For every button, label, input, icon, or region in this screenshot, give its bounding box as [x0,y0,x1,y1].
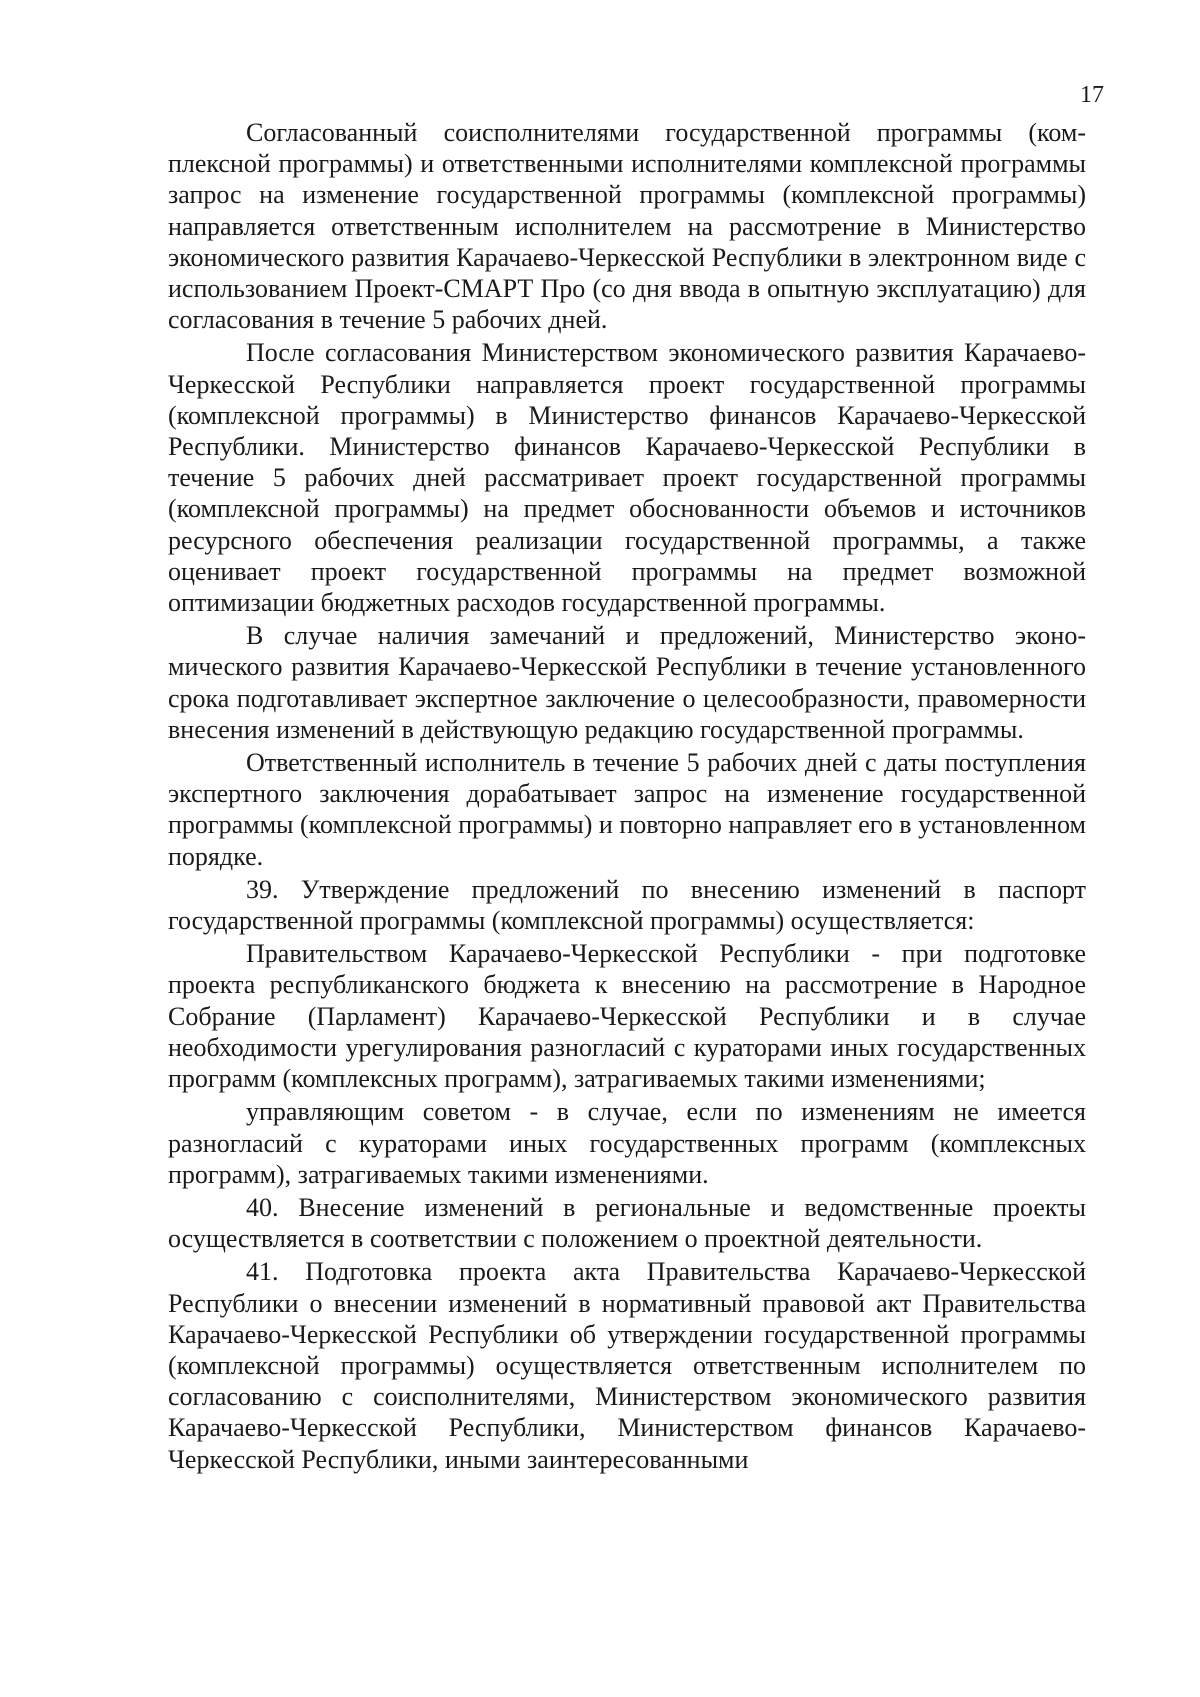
paragraph-item-39: 39. Утверждение предложений по внесению изменений в паспорт государственной программы (комплексной программы) осуществляется: [168,874,1086,936]
paragraph-item-41: 41. Подготовка проекта акта Правительства Карачаево-Черкесской Республики о внесении изменений в нормативный правовой акт Правительства Карачаево-Черкесской Республики об утверждении государственной программы (комплексной программы) осуществляется ответственным исполнителем по согласованию с соисполнителями, Министерством экономического развития Карачаево-Черкесской Республики, Министерством финансов Карачаево-Черкесской Республики, иными заинтересованными [168,1257,1086,1474]
paragraph-council-approval: управляющим советом - в случае, если по изменениям не имеется разногласий с кураторами иных государственных программ (комплексных программ), затрагиваемых такими изменениями. [168,1097,1086,1189]
document-body [168,117,1086,1475]
paragraph-revision: Ответственный исполнитель в течение 5 рабочих дней с даты поступления экспертного заключения дорабатывает запрос на изменение государственной программы (комплексной программы) и повторно направляет его в установленном порядке. [168,748,1086,871]
paragraph-item-40: 40. Внесение изменений в региональные и ведомственные проекты осуществляется в соответствии с положением о проектной деятельности. [168,1192,1086,1254]
paragraph-ministry-review: После согласования Министерством экономического развития Карачаево-Черкесской Республики направляется проект государственной программы (комплексной программы) в Министерство финансов Карачаево-Черкесской Республики. Министерство финансов Карачаево-Черкесской Республики в течение 5 рабочих дней рассматривает проект государственной программы (комплексной программы) на предмет обоснованности объемов и источников ресурсного обеспечения реализации государственной программы, а также оценивает проект государственной программы на предмет возможной оптимизации бюджетных расходов государственной программы. [168,338,1086,618]
paragraph-approval-request: Согласованный соисполнителями государственной программы (комплексной программы) и ответственными исполнителями комплексной программы запрос на изменение государственной программы (комплексной программы) направляется ответственным исполнителем на рассмотрение в Министерство экономического развития Карачаево-Черкесской Республики в электронном виде с использованием Проект-СМАРТ Про (со дня ввода в опытную эксплуатацию) для согласования в течение 5 рабочих дней. [168,118,1086,335]
page-number: 17 [1080,82,1104,108]
paragraph-government-approval: Правительством Карачаево-Черкесской Республики - при подготовке проекта республиканского бюджета к внесению на рассмотрение в Народное Собрание (Парламент) Карачаево-Черкесской Республики и в случае необходимости урегулирования разногласий с кураторами иных государственных программ (комплексных программ), затрагиваемых такими изменениями; [168,939,1086,1094]
paragraph-expert-conclusion: В случае наличия замечаний и предложений, Министерство экономического развития Карачаево-Черкесской Республики в течение установленного срока подготавливает экспертное заключение о целесообразности, правомерности внесения изменений в действующую редакцию государственной программы. [168,621,1086,744]
